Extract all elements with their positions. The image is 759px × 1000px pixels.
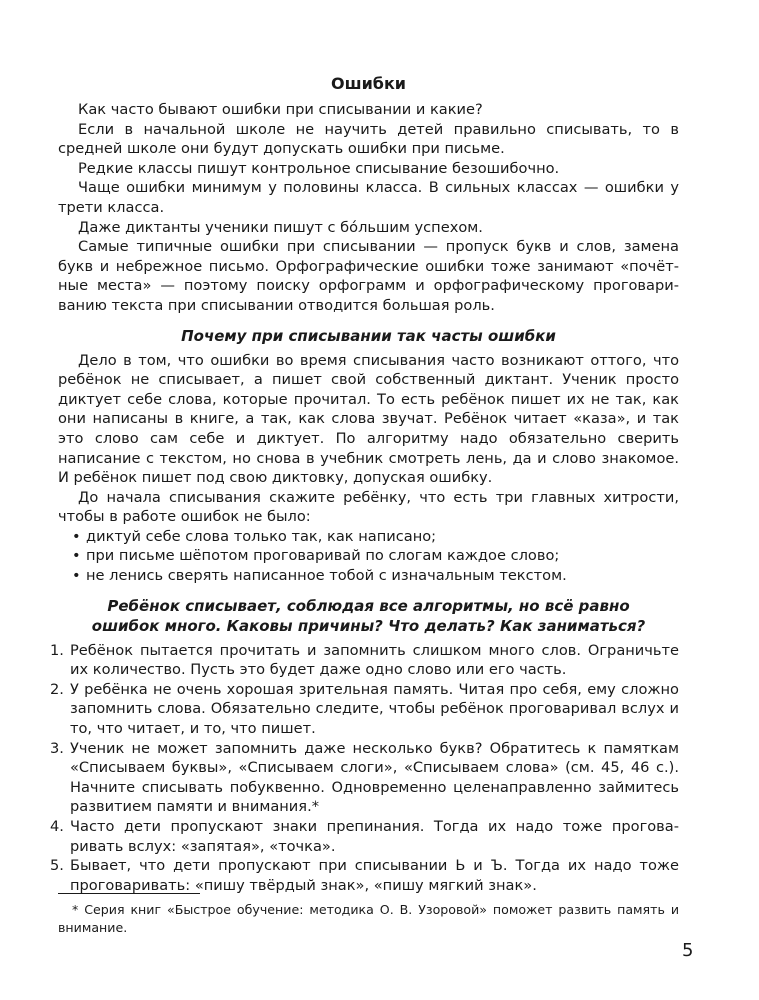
list-number: 1. — [50, 641, 64, 659]
section-paragraph: До начала списывания скажите ребёнку, что есть три главных хитрости, чтобы в работе ошибок не было: — [58, 488, 679, 526]
section-heading-line: Ребёнок списывает, соблюдая все алгоритмы, но всё равно — [107, 596, 630, 615]
section-paragraph: Дело в том, что ошибки во время списывания часто возникают оттого, что ребёнок не списывает, а пишет свой собственный диктант. Ученик просто диктует себе слова, которые прочитал. То есть ребёнок пишет их не так, как они написаны в книге, а так, как слова звучат. Ребёнок читает «каза», и так это слово сам себе и диктует. По алгоритму надо обязательно сверить написание с текстом, но снова в учебник смотреть лень, да и слово знакомое. И ребёнок пишет под свою диктовку, допуская ошибку. — [58, 351, 679, 487]
reasons-list — [50, 641, 679, 896]
intro-paragraph: Самые типичные ошибки при списывании — пропуск букв и слов, замена букв и небрежное письмо. Орфографические ошибки тоже занимают «почётные места» — поэтому поиску орфограмм и орфографическому проговариванию текста при списывании отводится большая роль. — [58, 238, 679, 314]
page-number: 5 — [682, 940, 694, 961]
list-item — [50, 739, 679, 817]
list-number: 2. — [50, 680, 64, 698]
list-item-text: Ученик не может запомнить даже несколько букв? Обратитесь к памяткам «Списываем буквы», «Списываем слоги», «Списываем слова» (см. 45, 46 с.). Начните списывать побуквенно. Одновременно целенаправленно займитесь развитием памяти и внимания.* — [70, 739, 679, 816]
bullet-icon: • — [72, 567, 81, 585]
list-item-text: не ленись сверять написанное тобой с изначальным текстом. — [86, 567, 567, 585]
page-content — [50, 74, 679, 895]
list-item-text: Бывает, что дети пропускают при списывании Ь и Ъ. Тогда их надо тоже проговаривать: «пишу твёрдый знак», «пишу мягкий знак». — [70, 857, 679, 894]
section-heading-line: ошибок много. Каковы причины? Что делать? Как заниматься? — [91, 616, 646, 635]
footnote: * Серия книг «Быстрое обучение: методика О. В. Узоровой» поможет развить память и внимание. — [58, 902, 679, 935]
list-item — [72, 546, 679, 566]
list-number: 4. — [50, 818, 64, 835]
intro-paragraph: Если в начальной школе не научить детей правильно списывать, то в средней школе они будут допускать ошибки при письме. — [58, 120, 679, 158]
list-item — [50, 856, 679, 895]
bullet-icon: • — [72, 547, 81, 565]
list-number: 5. — [50, 857, 64, 875]
tips-list — [58, 527, 679, 586]
intro-paragraph: Как часто бывают ошибки при списывании и какие? — [78, 101, 483, 118]
list-item-text: диктуй себе слова только так, как написано; — [86, 527, 437, 545]
list-item — [50, 817, 679, 856]
footnote-divider — [58, 893, 200, 894]
section-heading — [58, 596, 679, 636]
list-item — [50, 680, 679, 739]
list-item-text: Часто дети пропускают знаки препинания. Тогда их надо тоже проговаривать вслух: «запятая», «точка». — [70, 818, 679, 855]
section-heading: Почему при списывании так часты ошибки — [181, 326, 556, 345]
page-title: Ошибки — [330, 74, 407, 93]
list-item-text: У ребёнка не очень хорошая зрительная память. Читая про себя, ему сложно запомнить слова. Обязательно следите, чтобы ребёнок проговаривал вслух и то, что читает, и то, что пишет. — [70, 680, 679, 738]
list-item-text: Ребёнок пытается прочитать и запомнить слишком много слов. Ограничьте их количество. Пусть это будет даже одно слово или его часть. — [70, 641, 679, 679]
list-item — [50, 641, 679, 680]
list-item — [72, 527, 679, 547]
intro-paragraph: Редкие классы пишут контрольное списывание безошибочно. — [78, 159, 560, 177]
list-item — [72, 566, 679, 586]
intro-paragraph: Чаще ошибки минимум у половины класса. В сильных классах — ошибки у трети класса. — [58, 179, 679, 216]
list-number: 3. — [50, 739, 64, 757]
intro-paragraph: Даже диктанты ученики пишут с бо́льшим успехом. — [78, 218, 483, 236]
list-item-text: при письме шёпотом проговаривай по слогам каждое слово; — [86, 547, 560, 565]
bullet-icon: • — [72, 527, 81, 545]
